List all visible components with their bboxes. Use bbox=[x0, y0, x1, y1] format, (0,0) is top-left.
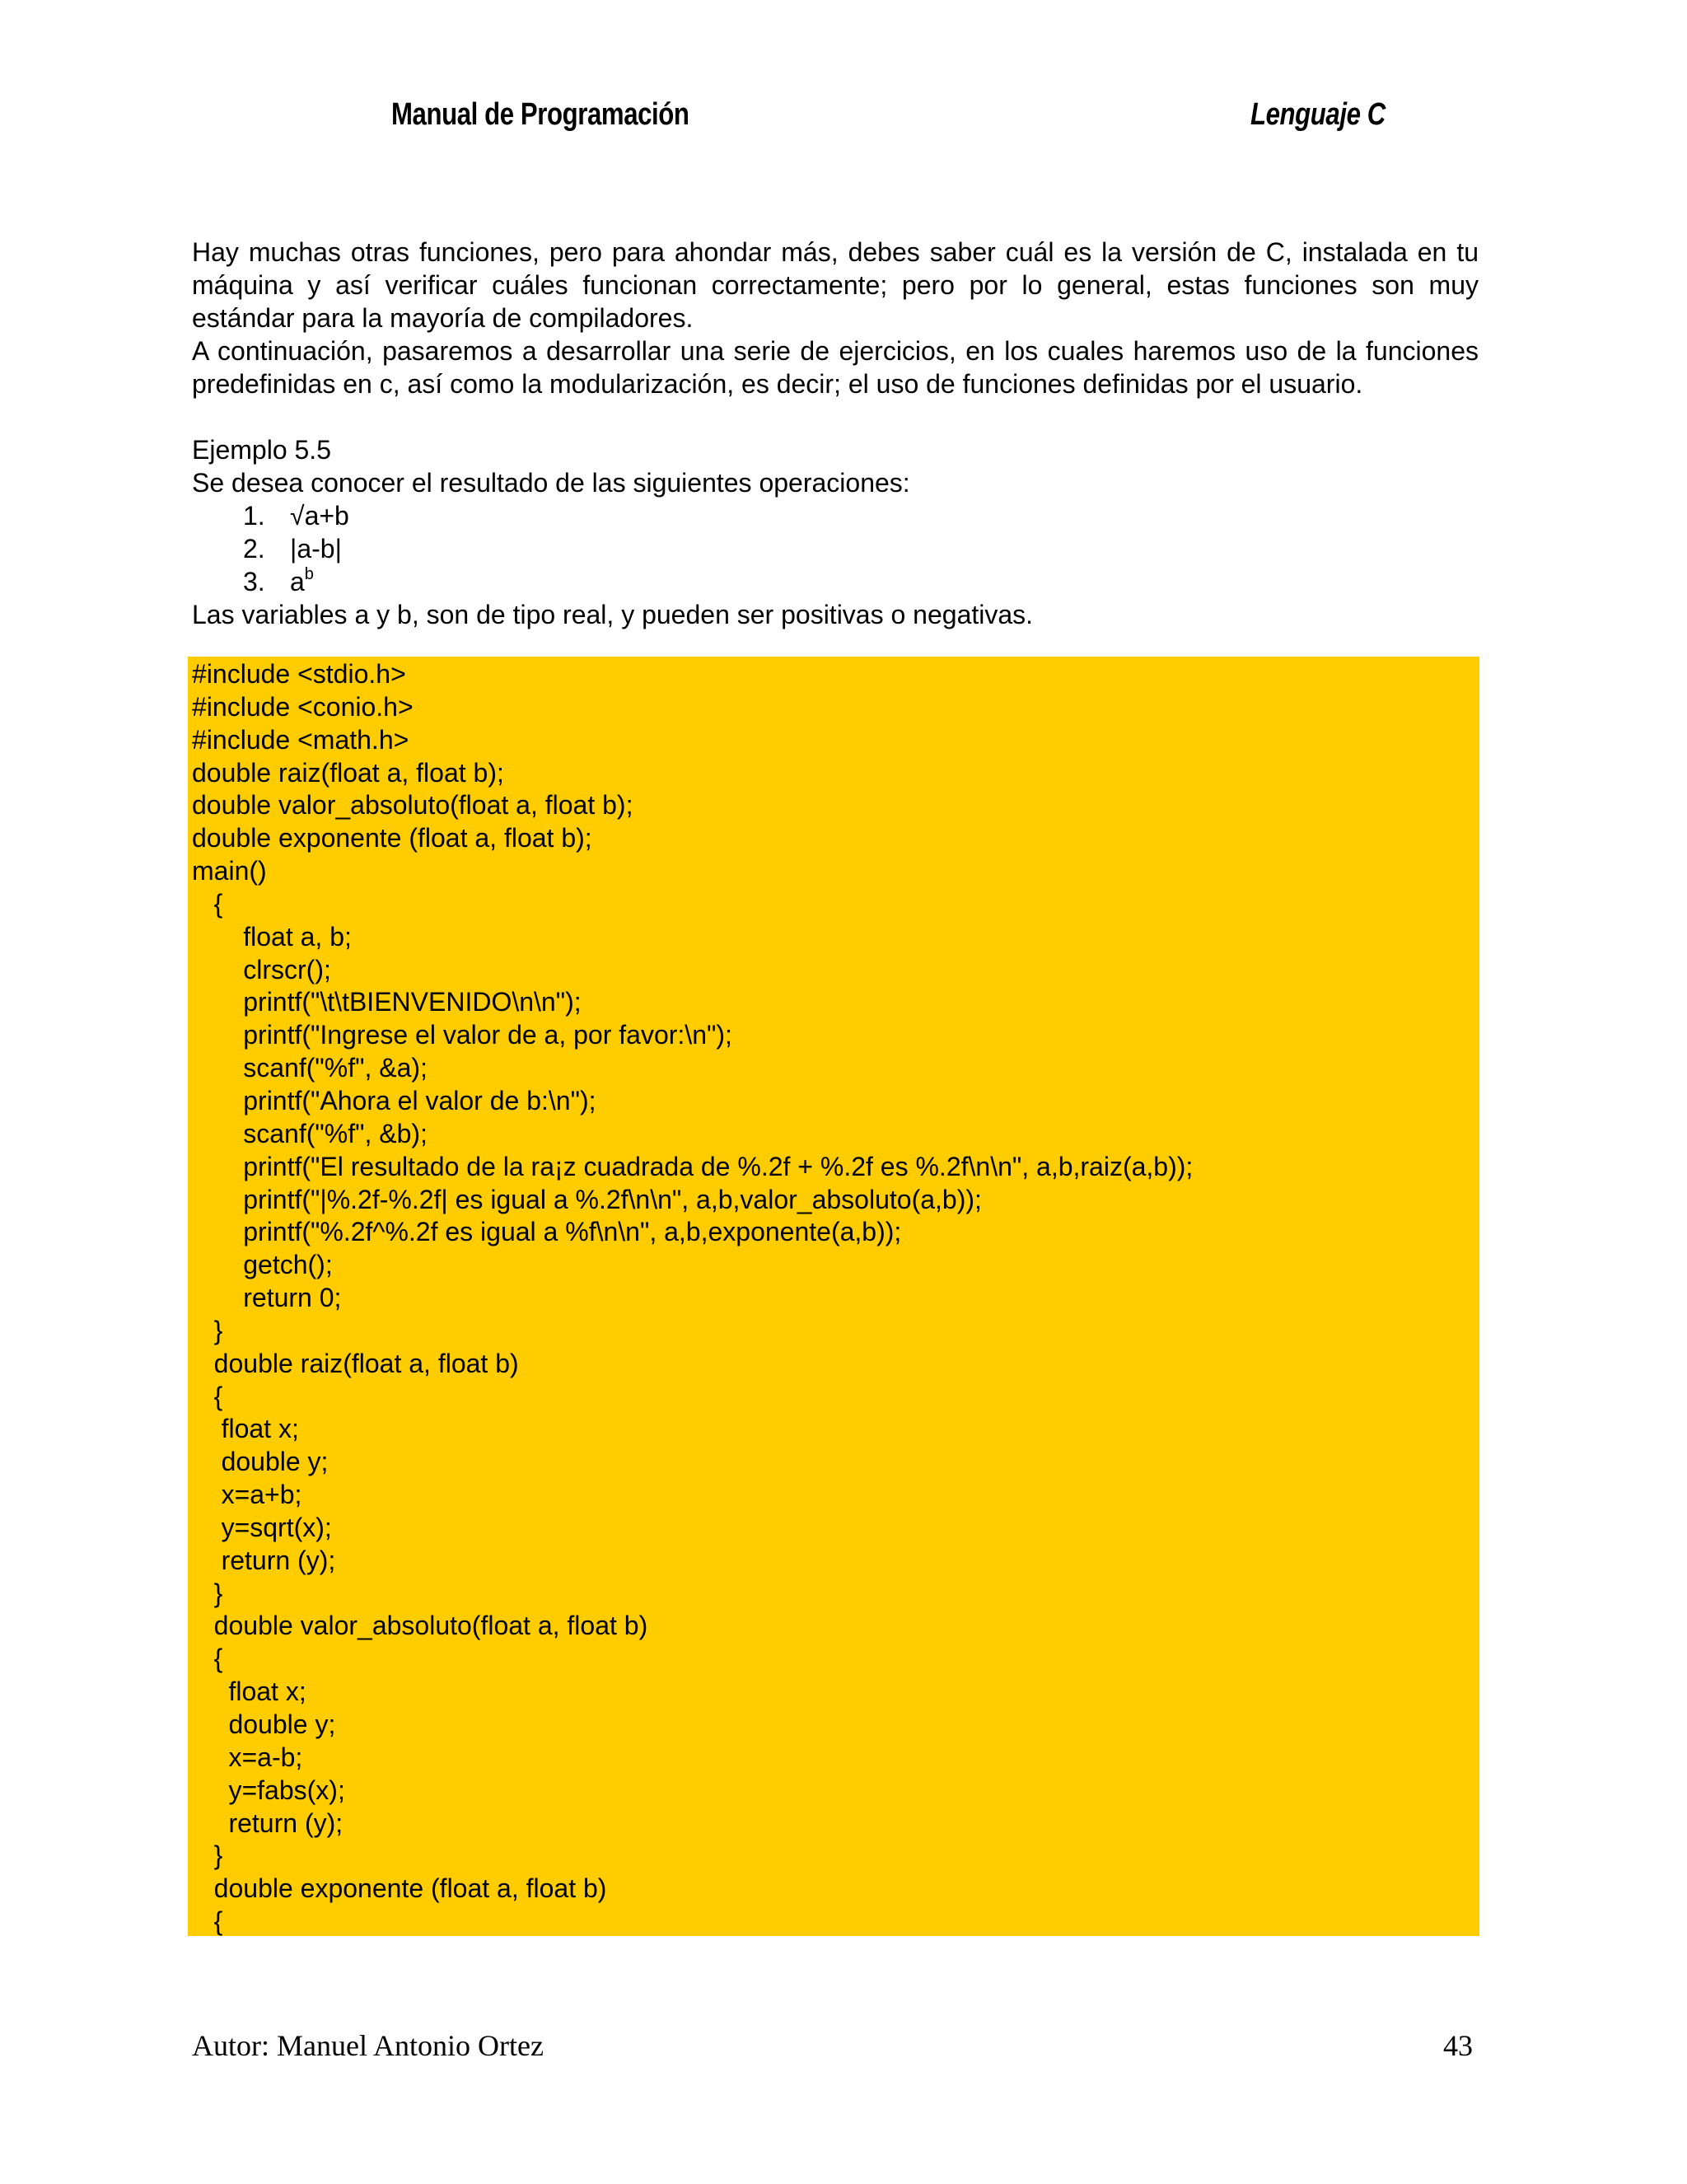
power-base: a bbox=[290, 567, 305, 596]
spacer bbox=[192, 400, 1479, 433]
list-item bbox=[192, 565, 1479, 598]
power-exponent: b bbox=[304, 565, 314, 583]
list-item-text: √a+b bbox=[290, 501, 349, 531]
operations-list bbox=[192, 499, 1479, 598]
intro-paragraph-2: A continuación, pasaremos a desarrollar una serie de ejercicios, en los cuales haremos uso de la funciones predefinidas en c, así como la modularización, es decir; el uso de funciones definidas por el usuario. bbox=[192, 336, 1479, 399]
list-item-number: 2. bbox=[243, 534, 265, 564]
list-item-text bbox=[290, 565, 314, 598]
code-listing bbox=[188, 657, 1479, 1936]
page-number: 43 bbox=[1443, 2029, 1473, 2062]
list-item-number: 1. bbox=[243, 501, 265, 531]
list-item-text: |a-b| bbox=[290, 534, 342, 564]
header-subject: Lenguaje C bbox=[1250, 97, 1386, 132]
list-item-number: 3. bbox=[243, 567, 265, 596]
list-item bbox=[192, 532, 1479, 565]
intro-paragraph-1: Hay muchas otras funciones, pero para ahondar más, debes saber cuál es la versión de C, instalada en tu máquina y así verificar cuáles funcionan correctamente; pero por lo general, estas funciones son muy estándar para la mayoría de compiladores. bbox=[192, 237, 1479, 333]
example-statement: Se desea conocer el resultado de las siguientes operaciones: bbox=[192, 468, 910, 498]
example-note: Las variables a y b, son de tipo real, y pueden ser positivas o negativas. bbox=[192, 600, 1034, 629]
header-title: Manual de Programación bbox=[391, 97, 689, 132]
list-item bbox=[192, 499, 1479, 532]
footer-author: Autor: Manuel Antonio Ortez bbox=[192, 2029, 544, 2062]
code-text: #include <stdio.h> #include <conio.h> #include <math.h> double raiz(float a, float b); double valor_absoluto(float a, float b); double exponente (float a, float b); main() { float a, b; clrscr(); printf("\t\tBIENVENIDO\n\n"); printf("Ingrese el valor de a, por favor:\n"); scanf("%f", &a); printf("Ahora el valor de b:\n"); scanf("%f", &b); printf("El resultado de la ra¡z cuadrada de %.2f + %.2f es %.2f\n\n", a,b,raiz(a,b)); printf("|%.2f-%.2f| es igual a %.2f\n\n", a,b,valor_absoluto(a,b)); printf("%.2f^%.2f es igual a %f\n\n", a,b,exponente(a,b)); getch(); return 0; } double raiz(float a, float b) { float x; double y; x=a+b; y=sqrt(x); return (y); } double valor_absoluto(float a, float b) { float x; double y; x=a-b; y=fabs(x); return (y); } double exponente (float a, float b) { bbox=[192, 659, 1194, 1936]
document-body bbox=[192, 236, 1479, 631]
example-title: Ejemplo 5.5 bbox=[192, 435, 331, 465]
